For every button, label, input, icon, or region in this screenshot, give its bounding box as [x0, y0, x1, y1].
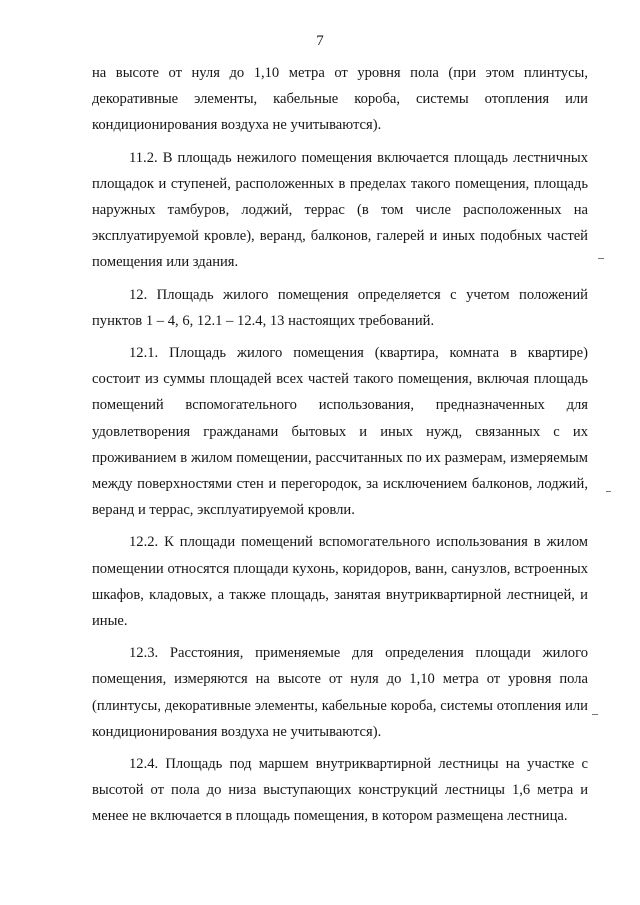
paragraph-12-4: 12.4. Площадь под маршем внутриквартирной лестницы на участке с высотой от пола до низа выступающих конструкций лестницы 1,6 метра и менее не включается в площадь помещения, в котором размещена лестница.: [92, 756, 588, 825]
paragraph-12-1: 12.1. Площадь жилого помещения (квартира, комната в квартире) состоит из суммы площадей всех частей такого помещения, включая площадь помещений вспомогательного использования, предназначенных для удовлетворения гражданами бытовых и иных нужд, связанных с их проживанием в жилом помещении, рассчитанных по их размерам, измеряемым между поверхностями стен и перегородок, за исключением балконов, лоджий, веранд и террас, эксплуатируемой кровли.: [92, 345, 588, 519]
paragraph-12-3: 12.3. Расстояния, применяемые для определения площади жилого помещения, измеряются на высоте от нуля до 1,10 метра от уровня пола (плинтусы, декоративные элементы, кабельные короба, системы отопления или кондиционирования воздуха не учитываются).: [92, 645, 588, 740]
page-number: 7: [316, 33, 324, 49]
paragraph-12: 12. Площадь жилого помещения определяется с учетом положений пунктов 1 – 4, 6, 12.1 – 12.4, 13 настоящих требований.: [92, 286, 588, 329]
scan-mark: [598, 258, 604, 259]
paragraph-11-2: 11.2. В площадь нежилого помещения включается площадь лестничных площадок и ступеней, расположенных в пределах такого помещения, площадь наружных тамбуров, лоджий, террас (в том числе расположенных на эксплуатируемой кровле), веранд, балконов, галерей и иных подобных частей помещения или здания.: [92, 149, 588, 271]
scan-mark: [606, 491, 611, 492]
scan-mark: [592, 714, 598, 715]
paragraph-12-2: 12.2. К площади помещений вспомогательного использования в жилом помещении относятся площади кухонь, коридоров, ванн, санузлов, встроенных шкафов, кладовых, а также площадь, занятая внутриквартирной лестницей, и иные.: [92, 534, 588, 630]
paragraph-continuation: на высоте от нуля до 1,10 метра от уровня пола (при этом плинтусы, декоративные элементы, кабельные короба, системы отопления или кондиционирования воздуха не учитываются).: [92, 65, 588, 134]
document-body: [92, 60, 588, 836]
